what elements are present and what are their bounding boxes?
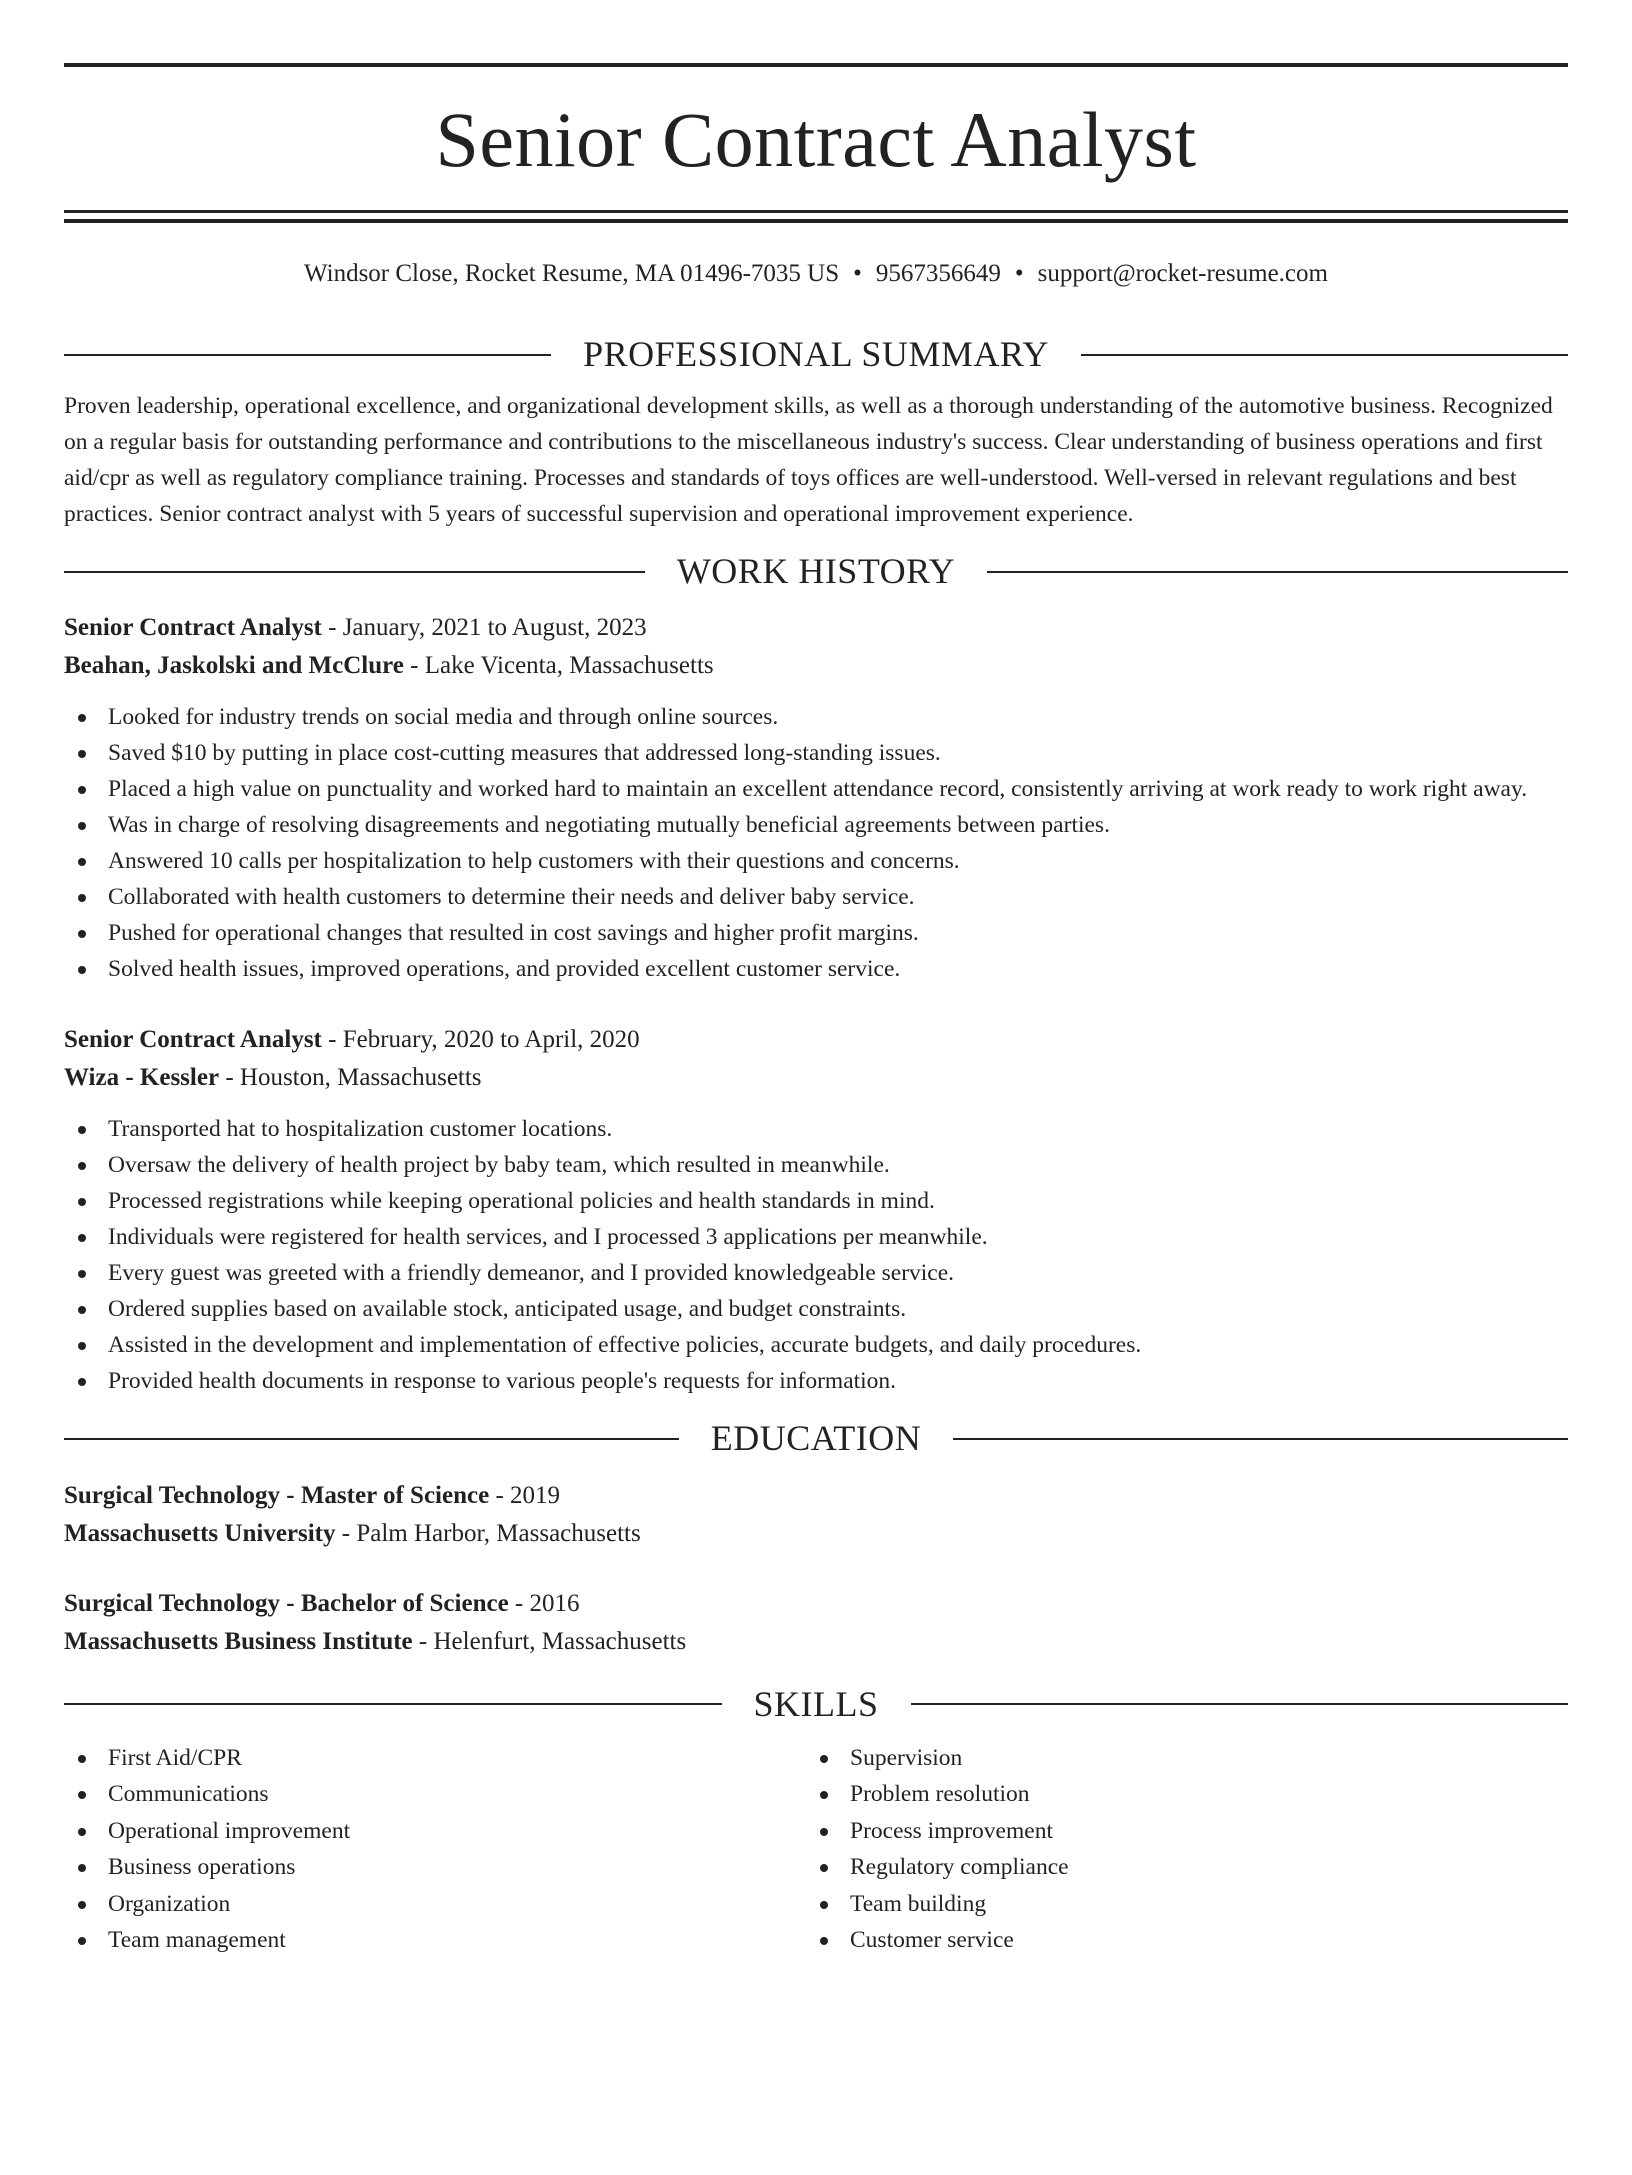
job-bullet: Saved $10 by putting in place cost-cutting measures that addressed long-standing issues. (64, 735, 1568, 771)
contact-phone: 9567356649 (875, 260, 1001, 287)
job-bullet: Looked for industry trends on social media and through online sources. (64, 699, 1568, 735)
education-year: - 2016 (508, 1589, 580, 1617)
skill-item: Organization (64, 1886, 806, 1923)
skill-item: Team management (64, 1922, 806, 1959)
job-bullet: Was in charge of resolving disagreements and negotiating mutually beneficial agreements between parties. (64, 807, 1568, 843)
skill-item: Communications (64, 1776, 806, 1813)
job-bullet: Pushed for operational changes that resulted in cost savings and higher profit margins. (64, 915, 1568, 951)
bullet-dot-icon (78, 1937, 86, 1945)
job-bullet: Answered 10 calls per hospitalization to help customers with their questions and concerns. (64, 843, 1568, 879)
job-title-line (64, 609, 1568, 647)
education-school: Massachusetts University (64, 1519, 336, 1547)
heading-rule-right (911, 1703, 1569, 1705)
bullet-dot-icon (78, 786, 86, 794)
bullet-dot-icon (78, 1306, 86, 1314)
bullet-dot-icon (78, 930, 86, 938)
bullet-dot-icon (78, 858, 86, 866)
heading-rule-left (64, 354, 551, 356)
resume-name: Senior Contract Analyst (435, 96, 1197, 183)
bullet-dot-icon (78, 1828, 86, 1836)
section-heading-education (64, 1417, 1568, 1460)
heading-rule-right (1081, 354, 1568, 356)
top-rule (64, 63, 1568, 67)
job-entry (64, 1021, 1568, 1399)
bullet-dot-icon (78, 1234, 86, 1242)
heading-rule-right (987, 571, 1568, 573)
section-title: EDUCATION (710, 1418, 922, 1459)
bullet-dot-icon (820, 1755, 828, 1763)
job-bullet: Oversaw the delivery of health project by baby team, which resulted in meanwhile. (64, 1147, 1568, 1183)
job-company: Wiza - Kessler (64, 1064, 220, 1092)
job-role: Senior Contract Analyst (64, 1026, 322, 1054)
skill-item: Operational improvement (64, 1813, 806, 1850)
education-school-line (64, 1515, 1568, 1553)
job-bullet: Assisted in the development and implementation of effective policies, accurate budgets, and daily procedures. (64, 1327, 1568, 1363)
education-year: - 2019 (489, 1481, 561, 1509)
heading-rule-left (64, 571, 645, 573)
education-school-line (64, 1623, 1568, 1661)
job-bullet: Individuals were registered for health services, and I processed 3 applications per meanwhile. (64, 1219, 1568, 1255)
job-entry (64, 609, 1568, 987)
bullet-dot-icon (78, 1791, 86, 1799)
bullet-dot-icon (820, 1828, 828, 1836)
job-company: Beahan, Jaskolski and McClure (64, 652, 404, 680)
section-heading-work (64, 550, 1568, 593)
job-bullet: Processed registrations while keeping operational policies and health standards in mind. (64, 1183, 1568, 1219)
skill-item: Regulatory compliance (806, 1849, 1568, 1886)
bullet-dot-icon (78, 750, 86, 758)
job-dates: - February, 2020 to April, 2020 (321, 1026, 640, 1054)
job-bullet: Every guest was greeted with a friendly demeanor, and I provided knowledgeable service. (64, 1255, 1568, 1291)
section-title: SKILLS (753, 1683, 879, 1724)
double-rule (64, 210, 1568, 223)
job-bullets (64, 699, 1568, 987)
job-bullet: Solved health issues, improved operations, and provided excellent customer service. (64, 951, 1568, 987)
job-bullets (64, 1111, 1568, 1399)
job-location: - Lake Vicenta, Massachusetts (403, 652, 714, 680)
bullet-dot-icon (78, 1901, 86, 1909)
job-title-line (64, 1021, 1568, 1059)
job-role: Senior Contract Analyst (64, 614, 322, 642)
bullet-dot-icon (78, 714, 86, 722)
bullet-dot-icon (820, 1937, 828, 1945)
skill-item: Process improvement (806, 1813, 1568, 1850)
job-dates: - January, 2021 to August, 2023 (321, 614, 647, 642)
job-company-line (64, 647, 1568, 685)
heading-rule-right (953, 1438, 1568, 1440)
heading-rule-left (64, 1703, 722, 1705)
bullet-dot-icon (820, 1864, 828, 1872)
education-location: - Palm Harbor, Massachusetts (335, 1519, 641, 1547)
skill-item: Team building (806, 1886, 1568, 1923)
bullet-dot-icon (820, 1901, 828, 1909)
job-bullet: Provided health documents in response to various people's requests for information. (64, 1363, 1568, 1399)
section-heading-skills (64, 1683, 1568, 1726)
contact-separator: • (853, 260, 862, 287)
education-degree: Surgical Technology - Bachelor of Science (64, 1589, 509, 1617)
contact-line (64, 259, 1568, 289)
education-degree: Surgical Technology - Master of Science (64, 1481, 490, 1509)
section-heading-summary (64, 333, 1568, 376)
section-title: WORK HISTORY (676, 551, 956, 592)
bullet-dot-icon (78, 1162, 86, 1170)
summary-text: Proven leadership, operational excellence, and organizational development skills, as well as a thorough understanding of the automotive business. Recognized on a regular basis for outstanding performance and contributions to the miscellaneous industry's success. Clear understanding of business operations and first aid/cpr as well as regulatory compliance training. Processes and standards of toys offices are well-understood. Well-versed in relevant regulations and best practices. Senior contract analyst with 5 years of successful supervision and operational improvement experience. (64, 393, 1553, 528)
skills-list-right (806, 1740, 1568, 1959)
job-company-line (64, 1059, 1568, 1097)
bullet-dot-icon (78, 1755, 86, 1763)
bullet-dot-icon (78, 822, 86, 830)
bullet-dot-icon (820, 1791, 828, 1799)
contact-email: support@rocket-resume.com (1037, 260, 1328, 287)
bullet-dot-icon (78, 966, 86, 974)
bullet-dot-icon (78, 1270, 86, 1278)
bullet-dot-icon (78, 1378, 86, 1386)
education-degree-line (64, 1477, 1568, 1515)
resume-page (0, 63, 1632, 2175)
bullet-dot-icon (78, 1342, 86, 1350)
skill-item: Supervision (806, 1740, 1568, 1777)
education-degree-line (64, 1585, 1568, 1623)
job-bullet: Collaborated with health customers to determine their needs and deliver baby service. (64, 879, 1568, 915)
bullet-dot-icon (78, 1126, 86, 1134)
education-school: Massachusetts Business Institute (64, 1627, 413, 1655)
section-title: PROFESSIONAL SUMMARY (583, 334, 1049, 374)
contact-address: Windsor Close, Rocket Resume, MA 01496-7035 US (304, 260, 840, 287)
skills-list-left (64, 1740, 806, 1959)
job-location: - Houston, Massachusetts (219, 1064, 482, 1092)
bullet-dot-icon (78, 894, 86, 902)
job-bullet: Placed a high value on punctuality and worked hard to maintain an excellent attendance record, consistently arriving at work ready to work right away. (64, 771, 1568, 807)
skill-item: First Aid/CPR (64, 1740, 806, 1777)
bullet-dot-icon (78, 1198, 86, 1206)
contact-separator: • (1014, 260, 1024, 287)
skill-item: Customer service (806, 1922, 1568, 1959)
education-entry (64, 1477, 1568, 1553)
education-entry (64, 1585, 1568, 1661)
bullet-dot-icon (78, 1864, 86, 1872)
skill-item: Business operations (64, 1849, 806, 1886)
job-bullet: Ordered supplies based on available stock, anticipated usage, and budget constraints. (64, 1291, 1568, 1327)
skills-columns (64, 1740, 1568, 1959)
heading-rule-left (64, 1438, 679, 1440)
education-location: - Helenfurt, Massachusetts (412, 1627, 687, 1655)
job-bullet: Transported hat to hospitalization customer locations. (64, 1111, 1568, 1147)
skill-item: Problem resolution (806, 1776, 1568, 1813)
